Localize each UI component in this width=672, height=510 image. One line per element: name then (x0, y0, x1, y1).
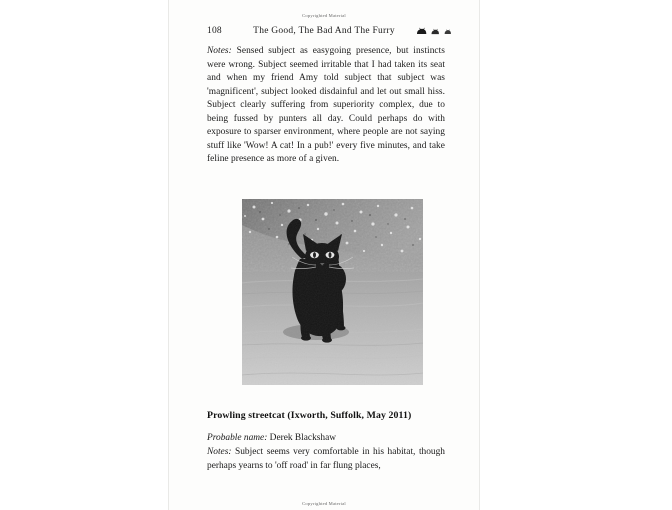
tail-notes-paragraph (207, 445, 445, 473)
cat-silhouette-icon (416, 27, 427, 35)
copyright-notice-top: Copyrighted Material (302, 13, 346, 18)
tail-notes-text: Subject seems very comfortable in his habitat, though perhaps yearns to 'off road' in far flung places, (207, 447, 445, 471)
probable-name-line (207, 431, 445, 445)
page-number: 108 (207, 26, 222, 36)
cat-silhouette-icon (430, 28, 440, 35)
cat-silhouette-icon-group (416, 27, 452, 35)
notes-paragraph-block (207, 45, 445, 167)
photo-artwork (242, 199, 423, 385)
running-title: The Good, The Bad And The Furry (253, 26, 395, 36)
probable-name-label: Probable name: (207, 433, 268, 443)
cat-silhouette-icon (443, 28, 452, 35)
book-page (168, 0, 480, 510)
running-head (169, 26, 479, 40)
prowling-streetcat-photo (242, 199, 423, 385)
copyright-notice-bottom: Copyrighted Material (302, 501, 346, 506)
notes-label: Notes: (207, 46, 232, 56)
tail-notes-label: Notes: (207, 447, 232, 457)
tail-text-block (207, 431, 445, 473)
probable-name-value: Derek Blackshaw (267, 433, 337, 443)
notes-text: Sensed subject as easygoing presence, but instincts were wrong. Subject seemed irritable that I had taken its seat and when my friend Amy told subject that subject was 'magnificent', subject looked disdainful and let out small hiss. Subject clearly suffering from superiority complex, due to being fussed by punters all day. Could perhaps do with exposure to sparser environment, where people are not saying stuff like 'Wow! A cat! In a pub!' every five minutes, and take feline presence as more of a given. (207, 46, 445, 164)
notes-paragraph (207, 45, 445, 167)
photo-caption: Prowling streetcat (Ixworth, Suffolk, May 2011) (207, 410, 412, 421)
